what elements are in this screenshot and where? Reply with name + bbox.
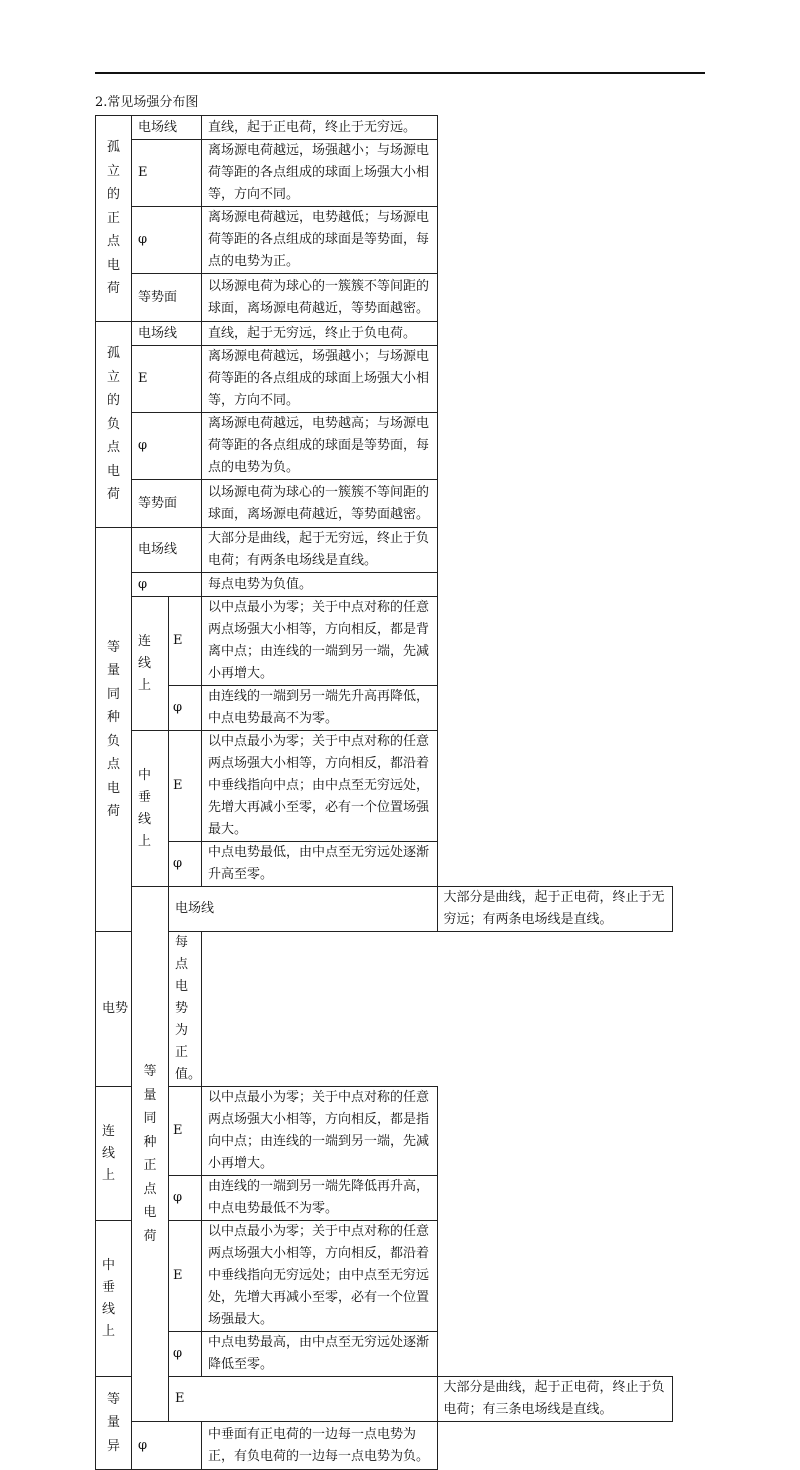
category-equal-negative-charges: 等 量 同 种 负 点 电 荷 — [96, 528, 132, 932]
table-row — [96, 842, 673, 887]
table-row — [96, 274, 673, 322]
row-text: 以中点最小为零；关于中点对称的任意两点场强大小相等，方向相反，都是背离中点；由连线的一端到另一端，先减小再增大。 — [202, 597, 437, 686]
table-row — [96, 1176, 673, 1221]
field-distribution-table — [95, 115, 673, 1470]
category-positive-point-charge: 孤 立 的 正 点 电 荷 — [96, 116, 132, 322]
row-label: 电场线 — [169, 887, 438, 932]
row-label: 等势面 — [132, 480, 202, 528]
table-row — [96, 346, 673, 413]
row-label: φ — [169, 842, 202, 887]
row-text: 中垂面有正电荷的一边每一点电势为正，有负电荷的一边每一点电势为负。 — [202, 1422, 437, 1470]
row-text: 离场源电荷越远，场强越小；与场源电荷等距的各点组成的球面上场强大小相等，方向不同。 — [202, 346, 437, 413]
section-heading: 2.常见场强分布图 — [95, 95, 199, 110]
row-label: E — [169, 1377, 438, 1422]
row-text: 离场源电荷越远，电势越高；与场源电荷等距的各点组成的球面是等势面，每点的电势为负。 — [202, 413, 437, 480]
row-label: 电场线 — [132, 528, 202, 573]
row-text: 以中点最小为零；关于中点对称的任意两点场强大小相等，方向相反，都沿着中垂线指向中点；由中点至无穷远处，先增大再减小至零，必有一个位置场强最大。 — [202, 731, 437, 842]
sub-category-label: 连线上 — [96, 1087, 132, 1221]
row-text: 每点电势为正值。 — [169, 932, 202, 1087]
row-text: 以中点最小为零；关于中点对称的任意两点场强大小相等，方向相反，都是指向中点；由连线的一端到另一端，先减小再增大。 — [202, 1087, 437, 1176]
table-row — [96, 1422, 673, 1470]
row-label: φ — [132, 573, 202, 597]
row-label: E — [169, 1087, 202, 1176]
row-label: E — [169, 597, 202, 686]
row-label: φ — [169, 1176, 202, 1221]
row-label: φ — [132, 413, 202, 480]
sub-category-label: 连线上 — [132, 597, 169, 731]
category-equal-opposite-charges: 等 量 异 — [96, 1377, 132, 1470]
table-row — [96, 322, 673, 346]
row-text: 大部分是曲线，起于无穷远，终止于负电荷；有两条电场线是直线。 — [202, 528, 437, 573]
row-text: 离场源电荷越远，电势越低；与场源电荷等距的各点组成的球面是等势面，每点的电势为正。 — [202, 207, 437, 274]
row-text: 以中点最小为零；关于中点对称的任意两点场强大小相等，方向相反，都沿着中垂线指向无穷远处；由中点至无穷远处，先增大再减小至零，必有一个位置场强最大。 — [202, 1221, 437, 1332]
row-text: 中点电势最低，由中点至无穷远处逐渐升高至零。 — [202, 842, 437, 887]
row-label: 电场线 — [132, 116, 202, 140]
table-row — [96, 140, 673, 207]
row-text: 离场源电荷越远，场强越小；与场源电荷等距的各点组成的球面上场强大小相等，方向不同。 — [202, 140, 437, 207]
table-row — [96, 528, 673, 573]
row-label: φ — [132, 207, 202, 274]
row-label: E — [132, 346, 202, 413]
table-row — [96, 731, 673, 842]
table-row — [96, 116, 673, 140]
table-row — [96, 887, 673, 932]
table-row — [96, 1377, 673, 1422]
table-row — [96, 480, 673, 528]
table-row — [96, 1221, 673, 1332]
row-text: 中点电势最高，由中点至无穷远处逐渐降低至零。 — [202, 1332, 437, 1377]
table-row — [96, 207, 673, 274]
row-text: 以场源电荷为球心的一簇簇不等间距的球面，离场源电荷越近，等势面越密。 — [202, 274, 437, 322]
row-text: 直线，起于正电荷，终止于无穷远。 — [202, 116, 437, 140]
row-label: 电场线 — [132, 322, 202, 346]
row-text: 每点电势为负值。 — [202, 573, 437, 597]
category-equal-positive-charges: 等 量 同 种 正 点 电 荷 — [132, 887, 169, 1422]
row-label: φ — [132, 1422, 202, 1470]
row-label: 等势面 — [132, 274, 202, 322]
row-text: 以场源电荷为球心的一簇簇不等间距的球面，离场源电荷越近，等势面越密。 — [202, 480, 437, 528]
table-row — [96, 597, 673, 686]
row-text: 由连线的一端到另一端先升高再降低，中点电势最高不为零。 — [202, 686, 437, 731]
sub-category-label: 中垂线上 — [132, 731, 169, 887]
table-row — [96, 1332, 673, 1377]
category-negative-point-charge: 孤 立 的 负 点 电 荷 — [96, 322, 132, 528]
row-label: E — [132, 140, 202, 207]
table-row — [96, 1087, 673, 1176]
row-label: 电势 — [96, 932, 169, 1087]
top-rule — [95, 72, 705, 74]
row-label: E — [169, 1221, 202, 1332]
row-label: φ — [169, 1332, 202, 1377]
table-row — [96, 932, 673, 1087]
row-text: 直线，起于无穷远，终止于负电荷。 — [202, 322, 437, 346]
row-label: φ — [169, 686, 202, 731]
table-row — [96, 413, 673, 480]
row-text: 由连线的一端到另一端先降低再升高，中点电势最低不为零。 — [202, 1176, 437, 1221]
row-text: 大部分是曲线，起于正电荷，终止于负电荷；有三条电场线是直线。 — [437, 1377, 673, 1422]
row-text: 大部分是曲线，起于正电荷，终止于无穷远；有两条电场线是直线。 — [437, 887, 673, 932]
table-row — [96, 573, 673, 597]
table-row — [96, 686, 673, 731]
sub-category-label: 中垂线上 — [96, 1221, 132, 1377]
row-label: E — [169, 731, 202, 842]
